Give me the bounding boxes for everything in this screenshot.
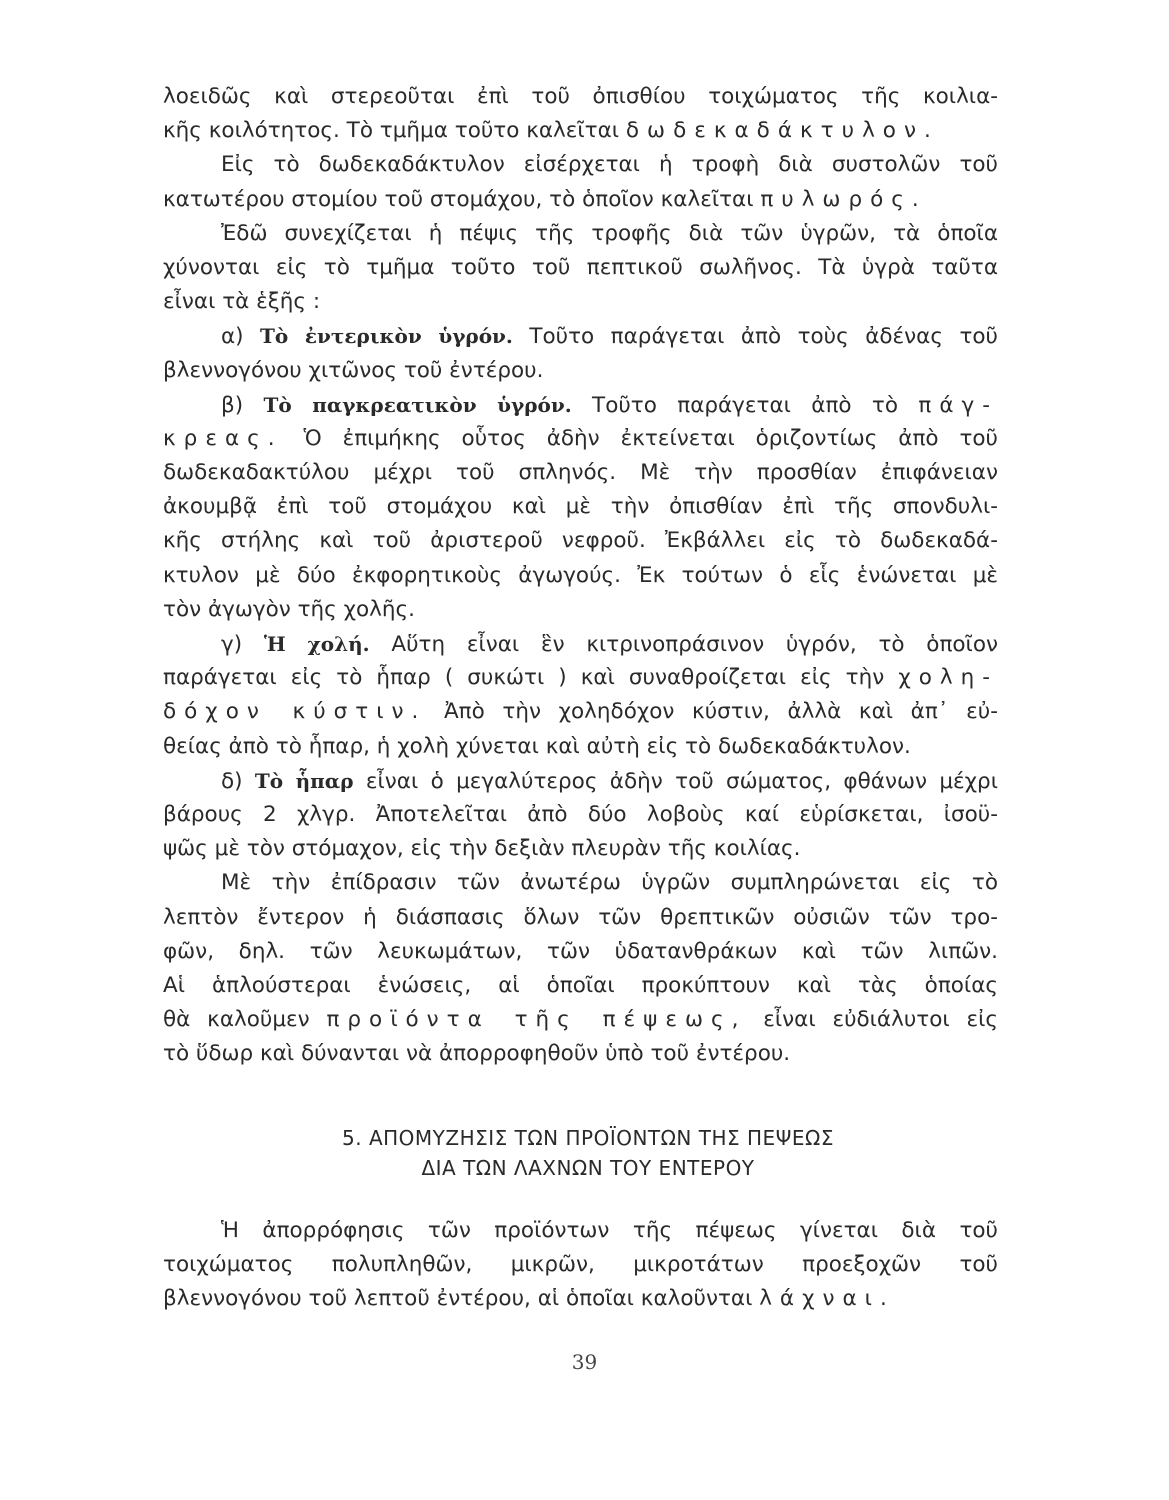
- page-number: 39: [571, 1350, 598, 1374]
- text-line: [163, 524, 998, 558]
- text-line: [163, 730, 998, 764]
- text-run: γ): [221, 632, 264, 657]
- text-run: εἶναι ὁ μεγαλύτερος ἀδὴν τοῦ σώματος, φθάνων μέχρι: [353, 768, 998, 794]
- text-run: θὰ καλοῦμεν: [163, 1007, 327, 1033]
- text-line: [163, 559, 998, 593]
- spaced-term: πάγ-: [918, 392, 999, 418]
- text-run: α): [221, 324, 261, 350]
- text-run: βλεννογόνου τοῦ λεπτοῦ ἐντέρου, αἱ ὁποῖαι καλοῦνται: [163, 1286, 760, 1312]
- body-text-top: [163, 80, 998, 1071]
- text-line: [163, 627, 998, 661]
- text-run: λοειδῶς καὶ στερεοῦται ἐπὶ τοῦ ὀπισθίου τοιχώματος τῆς κοιλια-: [163, 84, 998, 109]
- text-line: [163, 251, 998, 285]
- text-run: εἶναι εὐδιάλυτοι εἰς: [746, 1007, 998, 1033]
- paragraph: [163, 627, 998, 764]
- paragraph: [163, 866, 998, 1071]
- text-line: [163, 285, 998, 319]
- text-run: ἀκουμβᾷ ἐπὶ τοῦ στομάχου καὶ μὲ τὴν ὀπισθίαν ἐπὶ τῆς σπονδυλι-: [163, 494, 998, 520]
- paragraph: [163, 764, 998, 867]
- text-run: Μὲ τὴν ἐπίδρασιν τῶν ἀνωτέρω ὑγρῶν συμπληρώνεται εἰς τὸ: [221, 870, 998, 896]
- text-line: [163, 114, 998, 148]
- text-run: Αὕτη εἶναι ἓν κιτρινοπράσινον ὑγρόν, τὸ ὁποῖον: [369, 632, 998, 657]
- text-line: [163, 456, 998, 490]
- text-line: [163, 1214, 998, 1248]
- text-run: ψῶς μὲ τὸν στόμαχον, εἰς τὴν δεξιὰν πλευρὰν τῆς κοιλίας.: [163, 836, 801, 862]
- text-line: [163, 319, 998, 353]
- text-run: ο: [467, 118, 481, 144]
- text-run: χύνονται εἰς τὸ τμῆμα τοῦτο τοῦ πεπτικοῦ σωλῆνος. Τὰ ὑγρὰ ταῦτα: [163, 254, 998, 280]
- text-run: Αἱ ἁπλούστεραι ἑνώσεις, αἱ ὁποῖαι προκύπτουν καὶ τὰς ὁποίας: [163, 972, 998, 998]
- section-heading-line-2: ΔΙΑ ΤΩΝ ΛΑΧΝΩΝ ΤΟΥ ΕΝΤΕΡΟΥ: [421, 1156, 755, 1180]
- text-line: [163, 148, 998, 182]
- text-run: παράγεται εἰς τὸ ἧπαρ ( συκώτι ) καὶ συναθροίζεται εἰς τὴν: [163, 665, 899, 691]
- spaced-term: δόχον κύστιν.: [163, 699, 427, 725]
- bold-term: Τὸ ἐντερικὸν ὑγρόν.: [260, 324, 513, 349]
- text-line: [163, 183, 998, 217]
- text-line: [163, 354, 998, 388]
- body-text-bottom: [163, 1214, 998, 1317]
- text-line: [163, 1003, 998, 1037]
- text-run: β): [221, 392, 264, 418]
- paragraph: [163, 80, 998, 148]
- spaced-term: δωδεκαδάκτυλον.: [625, 118, 939, 144]
- text-run: κῆς στήλης καὶ τοῦ ἀριστεροῦ νεφροῦ. Ἐκβάλλει εἰς τὸ δωδεκαδά-: [163, 528, 998, 554]
- section-heading-line-1: 5. ΑΠΟΜΥΖΗΣΙΣ ΤΩΝ ΠΡΟΪΟΝΤΩΝ ΤΗΣ ΠΕΨΕΩΣ: [342, 1126, 834, 1150]
- text-run: φῶν, δηλ. τῶν λευκωμάτων, τῶν ὑδατανθράκων καὶ τῶν λιπῶν.: [163, 938, 998, 964]
- text-line: [163, 764, 998, 798]
- text-line: [163, 1037, 998, 1071]
- text-run: λεπτὸν ἔντερον ἡ διάσπασις ὅλων τῶν θρεπτικῶν οὐσιῶν τῶν τρο-: [163, 904, 998, 930]
- text-run: κατωτέρου στομίου τοῦ στομάχου, τὸ ὁποῖον καλεῖται: [163, 186, 761, 212]
- text-line: [163, 798, 998, 832]
- text-run: Τοῦτο παράγεται ἀπὸ τοὺς ἀδένας τοῦ: [512, 324, 998, 350]
- text-line: [163, 901, 998, 935]
- paragraph: [163, 319, 998, 387]
- text-run: τὸ ὕδωρ καὶ δύνανται νὰ ἀπορροφηθοῦν ὑπὸ τοῦ ἐντέρου.: [163, 1041, 791, 1067]
- text-line: [163, 593, 998, 627]
- text-line: [163, 388, 998, 422]
- text-run: τοιχώματος πολυπληθῶν, μικρῶν, μικροτάτων προεξοχῶν τοῦ: [163, 1252, 998, 1278]
- text-line: [163, 969, 998, 1003]
- bold-term: Ἡ χολή.: [263, 632, 370, 656]
- text-run: κῆς κοιλότητος. Τὸ τμῆμα τ: [163, 118, 468, 144]
- paragraph: [163, 148, 998, 216]
- text-run: Ἐδῶ συνεχίζεται ἡ πέψις τῆς τροφῆς διὰ τῶν ὑγρῶν, τὰ ὁποῖα: [221, 220, 998, 246]
- text-run: βάρους 2 χλγρ. Ἀποτελεῖται ἀπὸ δύο λοβοὺς καί εὑρίσκεται, ἰσοϋ-: [163, 801, 998, 827]
- spaced-term: προϊόντα τῆς πέψεως,: [326, 1007, 747, 1033]
- text-run: δωδεκαδακτύλου μέχρι τοῦ σπληνός. Μὲ τὴν προσθίαν ἐπιφάνειαν: [163, 460, 998, 486]
- text-line: [163, 1248, 998, 1282]
- text-run: Ὁ ἐπιμήκης οὗτος ἀδὴν ἐκτείνεται ὁριζοντίως ἀπὸ τοῦ: [282, 425, 998, 451]
- text-line: [163, 695, 998, 729]
- spaced-term: χολη-: [898, 665, 998, 691]
- spaced-term: κρεας.: [163, 425, 283, 451]
- text-run: Τοῦτο παράγεται ἀπὸ τὸ: [571, 392, 919, 418]
- text-run: Ἡ ἀπορρόφησις τῶν προϊόντων τῆς πέψεως γίνεται διὰ τοῦ: [221, 1218, 998, 1243]
- bold-term: Τὸ παγκρεατικὸν ὑγρόν.: [263, 392, 572, 417]
- text-line: [163, 490, 998, 524]
- section-heading: [163, 1123, 1013, 1183]
- text-line: [163, 935, 998, 969]
- text-run: βλεννογόνου χιτῶνος τοῦ ἐντέρου.: [163, 357, 544, 383]
- text-run: Ἀπὸ τὴν χοληδόχον κύστιν, ἀλλὰ καὶ ἀπ᾽ εὐ-: [426, 699, 998, 725]
- text-line: [163, 866, 998, 900]
- text-line: [163, 422, 998, 456]
- text-line: [163, 661, 998, 695]
- text-line: [163, 832, 998, 866]
- text-run: δ): [221, 768, 255, 794]
- text-run: θείας ἀπὸ τὸ ἧπαρ, ἡ χολὴ χύνεται καὶ αὐτὴ εἰς τὸ δωδεκαδάκτυλον.: [163, 733, 911, 759]
- spaced-term: λάχναι.: [759, 1286, 895, 1312]
- text-run: κτυλον μὲ δύο ἐκφορητικοὺς ἀγωγούς. Ἐκ τούτων ὁ εἷς ἑνώνεται μὲ: [163, 562, 998, 588]
- paragraph: [163, 388, 998, 627]
- text-line: [163, 1282, 998, 1316]
- text-run: ῦτο καλεῖται: [480, 118, 626, 144]
- spaced-term: πυλωρός.: [760, 186, 927, 212]
- paragraph: [163, 217, 998, 320]
- text-run: Εἰς τὸ δωδεκαδάκτυλον εἰσέρχεται ἡ τροφὴ διὰ συστολῶν τοῦ: [221, 152, 998, 178]
- bold-term: Τὸ ἧπαρ: [254, 768, 354, 793]
- text-line: [163, 80, 998, 114]
- paragraph: [163, 1214, 998, 1317]
- text-run: τὸν ἀγωγὸν τῆς χολῆς.: [163, 596, 415, 622]
- text-run: εἶναι τὰ ἑξῆς :: [163, 289, 321, 315]
- text-line: [163, 217, 998, 251]
